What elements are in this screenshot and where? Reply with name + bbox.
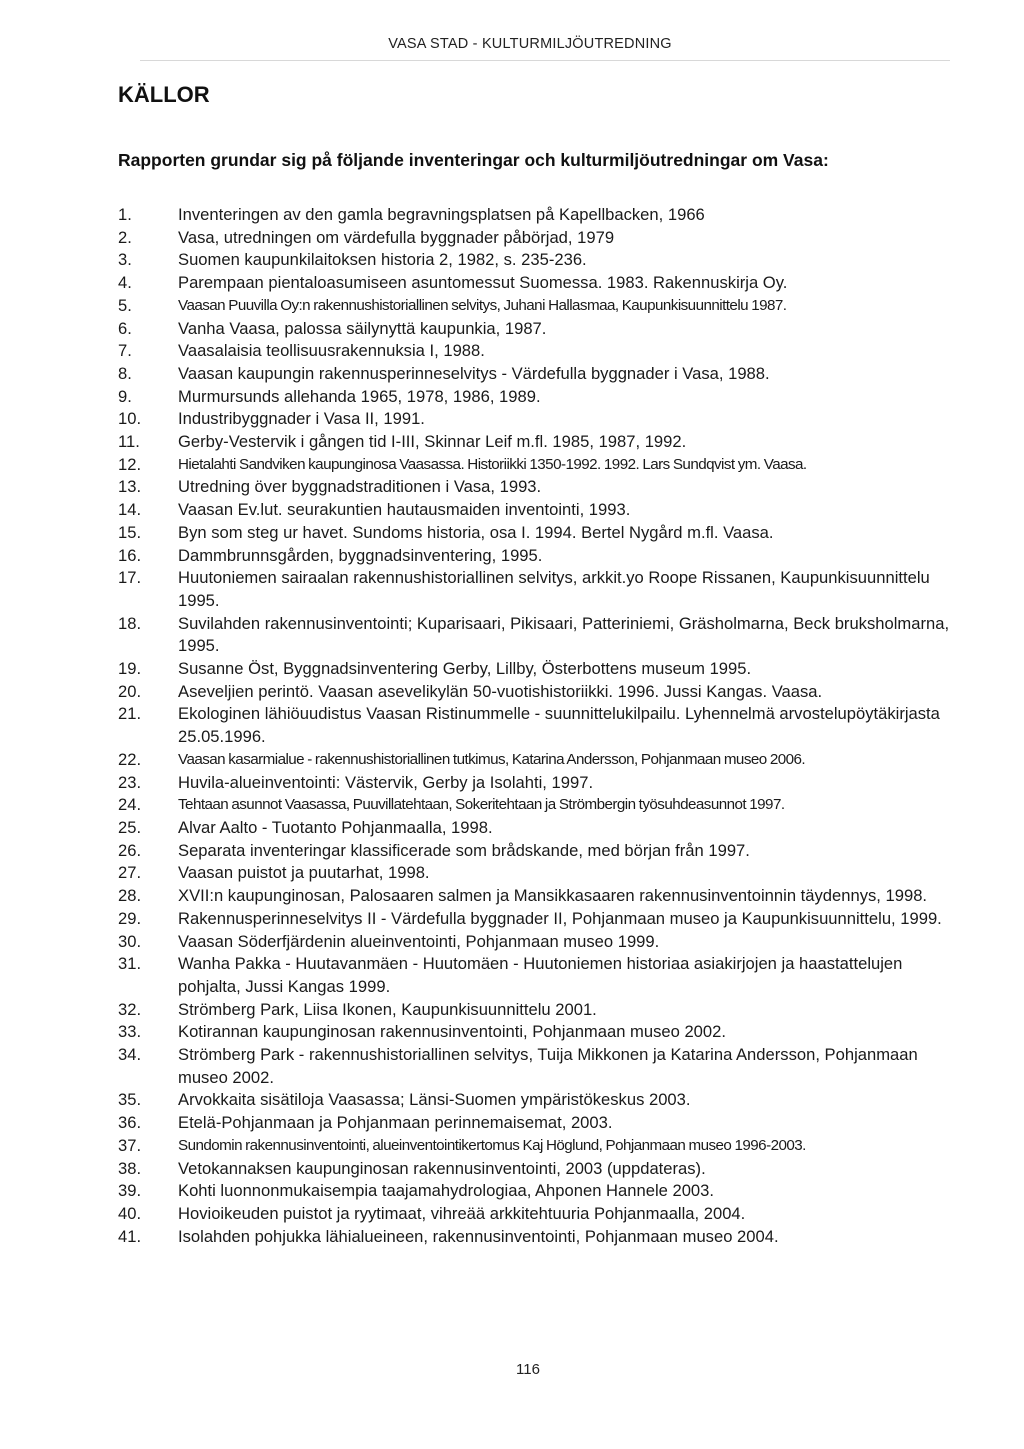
source-number: 11. — [118, 432, 140, 452]
source-item — [118, 999, 968, 1022]
source-item — [118, 408, 968, 431]
source-item — [118, 1135, 968, 1158]
intro-text: Rapporten grundar sig på följande inventeringar och kulturmiljöutredningar om Vasa: — [118, 150, 829, 170]
source-number: 14. — [118, 500, 142, 520]
source-text: Vaasan Ev.lut. seurakuntien hautausmaiden inventointi, 1993. — [178, 500, 631, 520]
source-text: Arvokkaita sisätiloja Vaasassa; Länsi-Suomen ympäristökeskus 2003. — [178, 1090, 691, 1110]
source-item — [118, 862, 968, 885]
source-item — [118, 363, 968, 386]
source-text: Wanha Pakka - Huutavanmäen - Huutomäen - Huutoniemen historiaa asiakirjojen ja haastattelujen pohjalta, Jussi Kangas 1999. — [178, 954, 903, 996]
source-item — [118, 613, 968, 658]
source-text: XVII:n kaupunginosan, Palosaaren salmen ja Mansikkasaaren rakennusinventoinnin täydennys, 1998. — [178, 886, 928, 906]
source-number: 33. — [118, 1022, 142, 1042]
source-item — [118, 681, 968, 704]
source-number: 4. — [118, 273, 132, 293]
source-item — [118, 1203, 968, 1226]
source-text: Industribyggnader i Vasa II, 1991. — [178, 409, 425, 429]
source-number: 6. — [118, 318, 132, 338]
source-text: Huvila-alueinventointi: Västervik, Gerby ja Isolahti, 1997. — [178, 772, 594, 792]
source-item — [118, 386, 968, 409]
source-number: 38. — [118, 1158, 142, 1178]
source-item — [118, 454, 968, 477]
source-number: 17. — [118, 568, 142, 588]
source-number: 32. — [118, 999, 142, 1019]
source-text: Kohti luonnonmukaisempia taajamahydrologiaa, Ahponen Hannele 2003. — [178, 1181, 714, 1201]
source-number: 39. — [118, 1181, 142, 1201]
source-item — [118, 908, 968, 931]
source-text: Sundomin rakennusinventointi, alueinventointikertomus Kaj Höglund, Pohjanmaan museo 1996-2003. — [178, 1136, 806, 1154]
source-item — [118, 840, 968, 863]
source-number: 28. — [118, 886, 142, 906]
source-list — [118, 204, 968, 1248]
source-item — [118, 431, 968, 454]
source-text: Etelä-Pohjanmaan ja Pohjanmaan perinnemaisemat, 2003. — [178, 1113, 613, 1133]
source-item — [118, 1158, 968, 1181]
source-text: Vaasalaisia teollisuusrakennuksia I, 1988. — [178, 341, 485, 361]
source-number: 12. — [118, 454, 142, 474]
source-number: 8. — [118, 363, 132, 383]
section-title: KÄLLOR — [118, 82, 210, 107]
source-number: 35. — [118, 1090, 142, 1110]
source-item — [118, 953, 968, 998]
source-item — [118, 476, 968, 499]
source-text: Aseveljien perintö. Vaasan asevelikylän 50-vuotishistoriikki. 1996. Jussi Kangas. Vaasa. — [178, 681, 823, 701]
source-number: 20. — [118, 681, 142, 701]
source-number: 23. — [118, 772, 142, 792]
source-text: Tehtaan asunnot Vaasassa, Puuvillatehtaan, Sokeritehtaan ja Strömbergin työsuhdeasunnot 1997. — [178, 796, 785, 814]
source-item — [118, 545, 968, 568]
source-item — [118, 249, 968, 272]
source-number: 34. — [118, 1045, 142, 1065]
source-number: 5. — [118, 295, 132, 315]
source-item — [118, 658, 968, 681]
source-item — [118, 204, 968, 227]
source-text: Vasa, utredningen om värdefulla byggnader påbörjad, 1979 — [178, 227, 615, 247]
source-number: 3. — [118, 250, 132, 270]
source-number: 24. — [118, 795, 142, 815]
source-text: Vanha Vaasa, palossa säilynyttä kaupunkia, 1987. — [178, 318, 547, 338]
source-text: Parempaan pientaloasumiseen asuntomessut Suomessa. 1983. Rakennuskirja Oy. — [178, 273, 788, 293]
source-number: 7. — [118, 341, 132, 361]
source-number: 10. — [118, 409, 142, 429]
source-text: Separata inventeringar klassificerade som brådskande, med början från 1997. — [178, 840, 750, 860]
source-text: Alvar Aalto - Tuotanto Pohjanmaalla, 1998. — [178, 817, 493, 837]
source-text: Inventeringen av den gamla begravningsplatsen på Kapellbacken, 1966 — [178, 205, 705, 224]
source-number: 25. — [118, 817, 142, 837]
source-number: 22. — [118, 749, 142, 769]
source-number: 1. — [118, 205, 132, 224]
source-number: 27. — [118, 863, 142, 883]
source-number: 2. — [118, 227, 132, 247]
source-text: Strömberg Park - rakennushistoriallinen selvitys, Tuija Mikkonen ja Katarina Andersson, Pohjanmaan museo 2002. — [178, 1045, 918, 1087]
source-text: Huutoniemen sairaalan rakennushistoriallinen selvitys, arkkit.yo Roope Rissanen, Kaupunkisuunnittelu 1995. — [178, 568, 930, 610]
source-number: 16. — [118, 545, 142, 565]
source-item — [118, 885, 968, 908]
source-item — [118, 772, 968, 795]
source-number: 40. — [118, 1203, 142, 1223]
source-number: 19. — [118, 659, 142, 679]
header-divider — [140, 60, 950, 61]
source-text: Hietalahti Sandviken kaupunginosa Vaasassa. Historiikki 1350-1992. 1992. Lars Sundqvist ym. Vaasa. — [178, 455, 807, 473]
source-number: 31. — [118, 954, 142, 974]
source-item — [118, 522, 968, 545]
running-header: VASA STAD - KULTURMILJÖUTREDNING — [388, 36, 672, 52]
source-number: 41. — [118, 1226, 142, 1246]
source-text: Vaasan kasarmialue - rakennushistoriallinen tutkimus, Katarina Andersson, Pohjanmaan museo 2006. — [178, 750, 806, 768]
source-text: Gerby-Vestervik i gången tid I-III, Skinnar Leif m.fl. 1985, 1987, 1992. — [178, 432, 687, 452]
source-item — [118, 1089, 968, 1112]
source-text: Strömberg Park, Liisa Ikonen, Kaupunkisuunnittelu 2001. — [178, 999, 597, 1019]
source-number: 29. — [118, 908, 142, 928]
source-number: 26. — [118, 840, 142, 860]
source-number: 30. — [118, 931, 142, 951]
source-item — [118, 340, 968, 363]
source-item — [118, 567, 968, 612]
source-text: Ekologinen lähiöuudistus Vaasan Ristinummelle - suunnittelukilpailu. Lyhennelmä arvostelupöytäkirjasta 25.05.1996. — [178, 704, 940, 747]
source-text: Dammbrunnsgården, byggnadsinventering, 1995. — [178, 545, 543, 565]
source-text: Vaasan kaupungin rakennusperinneselvitys - Värdefulla byggnader i Vasa, 1988. — [178, 363, 770, 383]
source-text: Vetokannaksen kaupunginosan rakennusinventointi, 2003 (uppdateras). — [178, 1158, 706, 1178]
source-number: 9. — [118, 386, 132, 406]
source-item — [118, 1226, 968, 1249]
source-number: 15. — [118, 522, 142, 542]
source-item — [118, 1112, 968, 1135]
source-number: 37. — [118, 1135, 142, 1155]
source-text: Murmursunds allehanda 1965, 1978, 1986, 1989. — [178, 386, 541, 406]
source-text: Vaasan Söderfjärdenin alueinventointi, Pohjanmaan museo 1999. — [178, 931, 660, 951]
source-text: Utredning över byggnadstraditionen i Vasa, 1993. — [178, 477, 542, 497]
source-item — [118, 749, 968, 772]
source-text: Rakennusperinneselvitys II - Värdefulla byggnader II, Pohjanmaan museo ja Kaupunkisuunnittelu, 1999. — [178, 908, 942, 928]
page-number: 116 — [516, 1361, 540, 1378]
source-item — [118, 703, 968, 748]
source-item — [118, 817, 968, 840]
source-number: 21. — [118, 704, 142, 724]
source-number: 18. — [118, 613, 142, 633]
source-text: Kotirannan kaupunginosan rakennusinventointi, Pohjanmaan museo 2002. — [178, 1022, 726, 1042]
source-number: 13. — [118, 477, 142, 497]
source-text: Suomen kaupunkilaitoksen historia 2, 1982, s. 235-236. — [178, 250, 587, 270]
source-text: Suvilahden rakennusinventointi; Kuparisaari, Pikisaari, Patteriniemi, Gräsholmarna, Beck bruksholmarna, 1995. — [178, 613, 950, 656]
source-item — [118, 1180, 968, 1203]
source-item — [118, 931, 968, 954]
source-item — [118, 1021, 968, 1044]
source-item — [118, 794, 968, 817]
source-item — [118, 295, 968, 318]
source-item — [118, 499, 968, 522]
source-text: Isolahden pohjukka lähialueineen, rakennusinventointi, Pohjanmaan museo 2004. — [178, 1226, 779, 1246]
source-text: Susanne Öst, Byggnadsinventering Gerby, Lillby, Österbottens museum 1995. — [178, 659, 752, 679]
source-text: Vaasan Puuvilla Oy:n rakennushistoriallinen selvitys, Juhani Hallasmaa, Kaupunkisuunnittelu 1987. — [178, 296, 787, 314]
source-number: 36. — [118, 1113, 142, 1133]
source-text: Vaasan puistot ja puutarhat, 1998. — [178, 863, 430, 883]
source-text: Byn som steg ur havet. Sundoms historia, osa I. 1994. Bertel Nygård m.fl. Vaasa. — [178, 522, 774, 542]
source-item — [118, 1044, 968, 1089]
source-item — [118, 272, 968, 295]
source-item — [118, 318, 968, 341]
source-text: Hovioikeuden puistot ja ryytimaat, vihreää arkkitehtuuria Pohjanmaalla, 2004. — [178, 1203, 746, 1223]
source-item — [118, 227, 968, 250]
